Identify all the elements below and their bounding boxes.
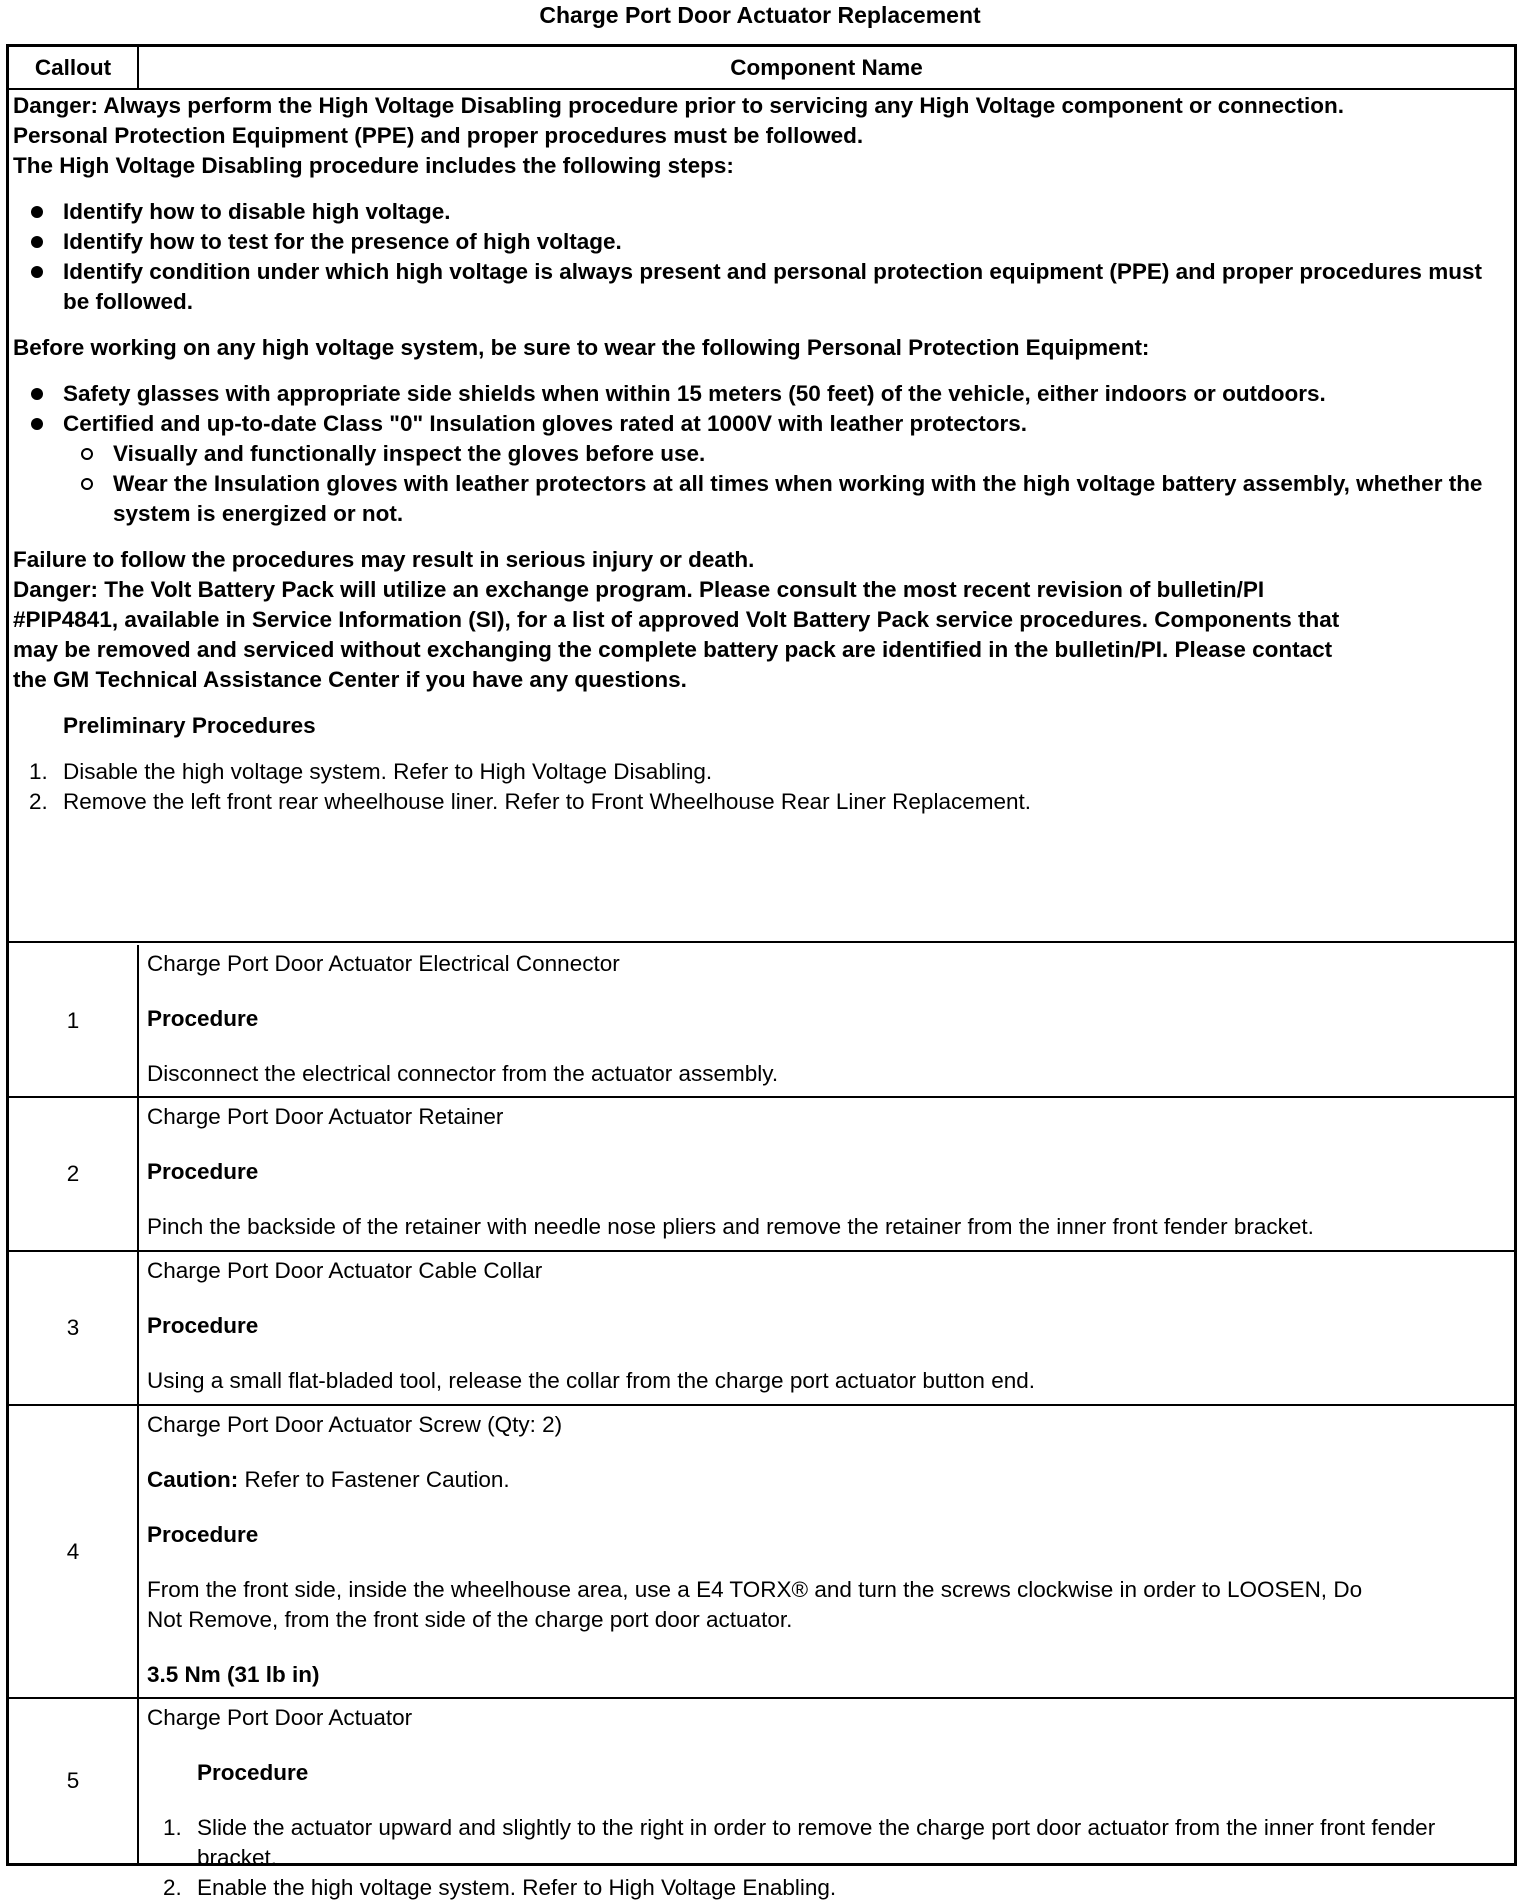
procedure-steps (147, 1813, 1508, 1903)
circle-bullet-icon (81, 448, 93, 460)
table-row (9, 1098, 1514, 1252)
table-row (9, 945, 1514, 1098)
header-callout: Callout (9, 47, 139, 88)
failure-warning: Failure to follow the procedures may result in serious injury or death. (13, 547, 755, 572)
callout-number: 1 (9, 945, 139, 1096)
procedure-label: Procedure (147, 1159, 259, 1184)
table-row (9, 1252, 1514, 1406)
danger-text: The High Voltage Disabling procedure includes the following steps: (13, 153, 734, 178)
danger-text: Personal Protection Equipment (PPE) and proper procedures must be followed. (13, 123, 864, 148)
component-name: Charge Port Door Actuator (147, 1705, 413, 1730)
ppe-list (13, 379, 1510, 529)
list-item: Identify how to disable high voltage. (13, 197, 1510, 227)
danger-text: Danger: The Volt Battery Pack will utilize an exchange program. Please consult the most recent revision of bulletin/PI (13, 577, 1265, 602)
procedure-text: Not Remove, from the front side of the charge port door actuator. (147, 1607, 793, 1632)
callout-number: 4 (9, 1406, 139, 1697)
procedure-label: Procedure (147, 1313, 259, 1338)
list-item: 2. Enable the high voltage system. Refer to High Voltage Enabling. (163, 1875, 837, 1900)
preliminary-steps (13, 757, 1510, 817)
procedure-label: Procedure (197, 1760, 309, 1785)
component-name: Charge Port Door Actuator Electrical Connector (147, 951, 620, 976)
list-item: Identify condition under which high voltage is always present and personal protection equipment (PPE) and proper procedures must be followed. (13, 257, 1510, 317)
danger-text: the GM Technical Assistance Center if you have any questions. (13, 667, 687, 692)
bullet-icon (31, 418, 43, 430)
component-name: Charge Port Door Actuator Retainer (147, 1104, 504, 1129)
circle-bullet-icon (81, 478, 93, 490)
list-item: 1. Disable the high voltage system. Refer to High Voltage Disabling. (29, 759, 713, 784)
list-item: 1. Slide the actuator upward and slightly to the right in order to remove the charge port door actuator from the inner front fender bracket. (163, 1815, 1436, 1870)
list-item: Certified and up-to-date Class "0" Insulation gloves rated at 1000V with leather protectors. (13, 409, 1510, 439)
ppe-intro: Before working on any high voltage system, be sure to wear the following Personal Protection Equipment: (13, 335, 1150, 360)
bullet-icon (31, 236, 43, 248)
callout-number: 5 (9, 1699, 139, 1863)
procedure-text: Disconnect the electrical connector from the actuator assembly. (147, 1061, 779, 1086)
caution-text: Caution: Refer to Fastener Caution. (147, 1467, 510, 1492)
component-name: Charge Port Door Actuator Cable Collar (147, 1258, 543, 1283)
list-item: 2. Remove the left front rear wheelhouse liner. Refer to Front Wheelhouse Rear Liner Replacement. (29, 789, 1031, 814)
bullet-icon (31, 266, 43, 278)
list-item: Visually and functionally inspect the gloves before use. (13, 439, 1510, 469)
component-name: Charge Port Door Actuator Screw (Qty: 2) (147, 1412, 563, 1437)
list-item: Identify how to test for the presence of high voltage. (13, 227, 1510, 257)
bullet-icon (31, 206, 43, 218)
callout-number: 2 (9, 1098, 139, 1250)
danger-text: #PIP4841, available in Service Information (SI), for a list of approved Volt Battery Pack service procedures. Components that (13, 607, 1340, 632)
callout-number: 3 (9, 1252, 139, 1404)
procedure-label: Procedure (147, 1006, 259, 1031)
list-item: Safety glasses with appropriate side shields when within 15 meters (50 feet) of the vehicle, either indoors or outdoors. (13, 379, 1510, 409)
header-component-name: Component Name (730, 55, 923, 80)
table-row (9, 1406, 1514, 1699)
bullet-icon (31, 388, 43, 400)
procedure-text: Pinch the backside of the retainer with needle nose pliers and remove the retainer from the inner front fender bracket. (147, 1214, 1314, 1239)
preliminary-title: Preliminary Procedures (63, 713, 316, 738)
table-header (9, 47, 1514, 90)
procedure-text: From the front side, inside the wheelhouse area, use a E4 TORX® and turn the screws clockwise in order to LOOSEN, Do (147, 1577, 1363, 1602)
list-item: Wear the Insulation gloves with leather protectors at all times when working with the high voltage battery assembly, whether the system is energized or not. (13, 469, 1510, 529)
page-title: Charge Port Door Actuator Replacement (539, 2, 981, 28)
torque-spec: 3.5 Nm (31 lb in) (147, 1662, 320, 1687)
procedure-text: Using a small flat-bladed tool, release the collar from the charge port actuator button end. (147, 1368, 1035, 1393)
danger-text: Danger: Always perform the High Voltage Disabling procedure prior to servicing any High Voltage component or connection. (13, 93, 1345, 118)
procedure-label: Procedure (147, 1522, 259, 1547)
intro-section (9, 90, 1514, 943)
procedure-table (6, 44, 1517, 1900)
danger-text: may be removed and serviced without exchanging the complete battery pack are identified in the bulletin/PI. Please contact (13, 637, 1333, 662)
hv-steps-list (13, 197, 1510, 317)
table-row (9, 1699, 1514, 1900)
